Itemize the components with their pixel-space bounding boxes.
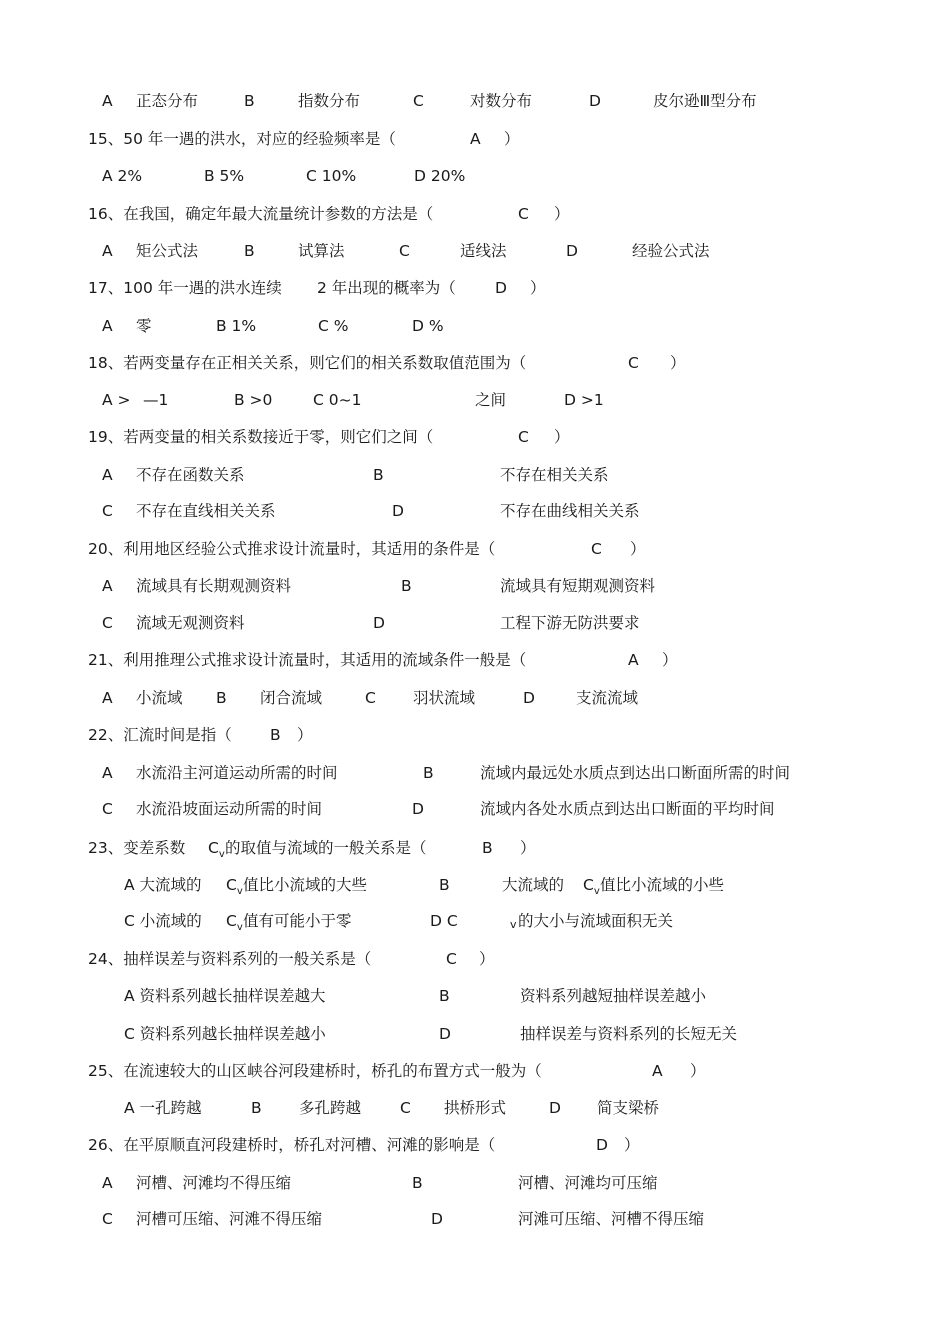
option-label: C: [399, 242, 410, 260]
question-24-close: ）: [479, 950, 495, 968]
option-label: B: [216, 689, 227, 707]
option-text: 试算法: [298, 242, 345, 260]
question-15-close: ）: [504, 130, 520, 148]
option-label: B: [439, 876, 450, 894]
option-text: B 1%: [216, 317, 257, 335]
option-text: A 2%: [102, 167, 143, 185]
option-text: 支流流域: [576, 689, 639, 707]
option-text: A 资料系列越长抽样误差越大: [124, 987, 326, 1005]
option-text: A 一孔跨越: [124, 1099, 202, 1117]
question-21-stem: 21、利用推理公式推求设计流量时，其适用的流域条件一般是（: [88, 651, 527, 669]
option-text: 流域具有短期观测资料: [500, 577, 656, 595]
option-label: D: [431, 1210, 443, 1228]
option-label: A: [102, 577, 113, 595]
question-23-answer: B: [482, 839, 493, 857]
option-text: —1: [143, 391, 169, 409]
question-23-stem-cont: 的取值与流域的一般关系是（: [225, 839, 427, 857]
question-16-answer: C: [518, 205, 529, 223]
option-text: A 大流域的: [124, 876, 202, 894]
option-label: A: [102, 242, 113, 260]
option-text: 值比小流域的大些: [243, 876, 368, 894]
question-19-stem: 19、若两变量的相关系数接近于零，则它们之间（: [88, 428, 434, 446]
option-text: 值比小流域的小些: [600, 876, 725, 894]
option-label: B: [373, 466, 384, 484]
option-text: 水流沿坡面运动所需的时间: [136, 800, 323, 818]
option-text: 水流沿主河道运动所需的时间: [136, 764, 338, 782]
option-text: C 资料系列越长抽样误差越小: [124, 1025, 326, 1043]
question-15-answer: A: [470, 130, 481, 148]
question-18-close: ）: [670, 354, 686, 372]
option-text: 羽状流域: [413, 689, 476, 707]
option-text: 值有可能小于零: [243, 912, 352, 930]
option-text: 之间: [475, 391, 507, 409]
question-15-stem: 15、50 年一遇的洪水，对应的经验频率是（: [88, 130, 396, 148]
option-text: 正态分布: [136, 92, 199, 110]
option-text: B 5%: [204, 167, 245, 185]
option-label: A: [102, 689, 113, 707]
question-19-answer: C: [518, 428, 529, 446]
option-label: B: [412, 1174, 423, 1192]
option-text: 流域内各处水质点到达出口断面的平均时间: [480, 800, 775, 818]
question-26-answer: D: [596, 1136, 608, 1154]
option-label: A: [102, 92, 113, 110]
option-text: C 10%: [306, 167, 357, 185]
option-label: C: [102, 614, 113, 632]
option-text: D C: [430, 912, 458, 930]
cv-symbol: $C_v$: [226, 912, 243, 934]
question-24-answer: C: [446, 950, 457, 968]
option-label: C: [413, 92, 424, 110]
question-23-close: ）: [520, 839, 536, 857]
option-text: 河槽、河滩均不得压缩: [136, 1174, 292, 1192]
question-20-close: ）: [630, 540, 646, 558]
option-text: 对数分布: [470, 92, 533, 110]
option-text: 小流域: [136, 689, 183, 707]
option-text: 的大小与流域面积无关: [518, 912, 674, 930]
option-label: D: [439, 1025, 451, 1043]
option-label: B: [423, 764, 434, 782]
option-text: 拱桥形式: [444, 1099, 507, 1117]
option-text: 经验公式法: [632, 242, 710, 260]
question-21-answer: A: [628, 651, 639, 669]
option-label: D: [523, 689, 535, 707]
option-text: 指数分布: [298, 92, 361, 110]
option-label: C: [365, 689, 376, 707]
question-20-answer: C: [591, 540, 602, 558]
question-17-close: ）: [530, 279, 546, 297]
option-text: D >1: [564, 391, 604, 409]
option-text: 河滩可压缩、河槽不得压缩: [518, 1210, 705, 1228]
option-text: 不存在直线相关关系: [136, 502, 276, 520]
option-label: B: [244, 242, 255, 260]
option-text: 不存在曲线相关关系: [500, 502, 640, 520]
option-label: B: [244, 92, 255, 110]
question-25-close: ）: [690, 1062, 706, 1080]
option-text: C 小流域的: [124, 912, 202, 930]
option-text: 不存在相关关系: [500, 466, 609, 484]
option-label: D: [392, 502, 404, 520]
question-17-stem: 17、100 年一遇的洪水连续: [88, 279, 282, 297]
option-text: 河槽、河滩均可压缩: [518, 1174, 658, 1192]
question-16-stem: 16、在我国，确定年最大流量统计参数的方法是（: [88, 205, 434, 223]
question-17-stem-cont: 2 年出现的概率为（: [317, 279, 456, 297]
option-text: 皮尔逊Ⅲ型分布: [653, 92, 757, 110]
option-text: 流域无观测资料: [136, 614, 245, 632]
question-18-answer: C: [628, 354, 639, 372]
option-label: C: [102, 1210, 113, 1228]
option-label: D: [549, 1099, 561, 1117]
question-25-stem: 25、在流速较大的山区峡谷河段建桥时，桥孔的布置方式一般为（: [88, 1062, 542, 1080]
option-text: 工程下游无防洪要求: [500, 614, 640, 632]
option-text: B >0: [234, 391, 273, 409]
option-label: A: [102, 317, 113, 335]
question-18-stem: 18、若两变量存在正相关关系，则它们的相关系数取值范围为（: [88, 354, 527, 372]
option-text: 多孔跨越: [299, 1099, 362, 1117]
question-21-close: ）: [662, 651, 678, 669]
question-22-close: ）: [297, 726, 313, 744]
option-label: C: [102, 502, 113, 520]
option-label: B: [439, 987, 450, 1005]
option-label: B: [251, 1099, 262, 1117]
option-text: 矩公式法: [136, 242, 199, 260]
option-text: 流域具有长期观测资料: [136, 577, 292, 595]
option-label: C: [400, 1099, 411, 1117]
question-22-answer: B: [270, 726, 281, 744]
question-23-stem: 23、变差系数: [88, 839, 186, 857]
option-label: A: [102, 764, 113, 782]
question-20-stem: 20、利用地区经验公式推求设计流量时，其适用的条件是（: [88, 540, 496, 558]
option-text: C %: [318, 317, 349, 335]
option-text: 适线法: [460, 242, 507, 260]
option-text: 资料系列越短抽样误差越小: [520, 987, 707, 1005]
option-text: 流域内最远处水质点到达出口断面所需的时间: [480, 764, 791, 782]
option-text: 简支梁桥: [597, 1099, 660, 1117]
cv-symbol: $C_v$: [226, 876, 243, 898]
question-26-close: ）: [624, 1136, 640, 1154]
option-label: C: [102, 800, 113, 818]
option-text: 大流域的: [502, 876, 565, 894]
question-16-close: ）: [554, 205, 570, 223]
question-25-answer: A: [652, 1062, 663, 1080]
option-text: 抽样误差与资料系列的长短无关: [520, 1025, 738, 1043]
option-text: D 20%: [414, 167, 466, 185]
cv-symbol: $C_v$: [208, 839, 225, 861]
option-label: A: [102, 1174, 113, 1192]
option-label: A: [102, 466, 113, 484]
option-label: D: [566, 242, 578, 260]
option-text: 闭合流域: [260, 689, 323, 707]
cv-subscript: v: [510, 918, 517, 931]
question-19-close: ）: [554, 428, 570, 446]
option-text: 河槽可压缩、河滩不得压缩: [136, 1210, 323, 1228]
option-label: D: [589, 92, 601, 110]
option-text: 零: [136, 317, 152, 335]
option-text: A >: [102, 391, 131, 409]
cv-symbol: $C_v$: [583, 876, 600, 898]
option-text: 不存在函数关系: [136, 466, 245, 484]
question-22-stem: 22、汇流时间是指（: [88, 726, 232, 744]
option-label: B: [401, 577, 412, 595]
option-text: C 0~1: [313, 391, 362, 409]
question-26-stem: 26、在平原顺直河段建桥时，桥孔对河槽、河滩的影响是（: [88, 1136, 496, 1154]
option-label: D: [412, 800, 424, 818]
option-text: D %: [412, 317, 444, 335]
option-label: D: [373, 614, 385, 632]
question-17-answer: D: [495, 279, 507, 297]
question-24-stem: 24、抽样误差与资料系列的一般关系是（: [88, 950, 372, 968]
